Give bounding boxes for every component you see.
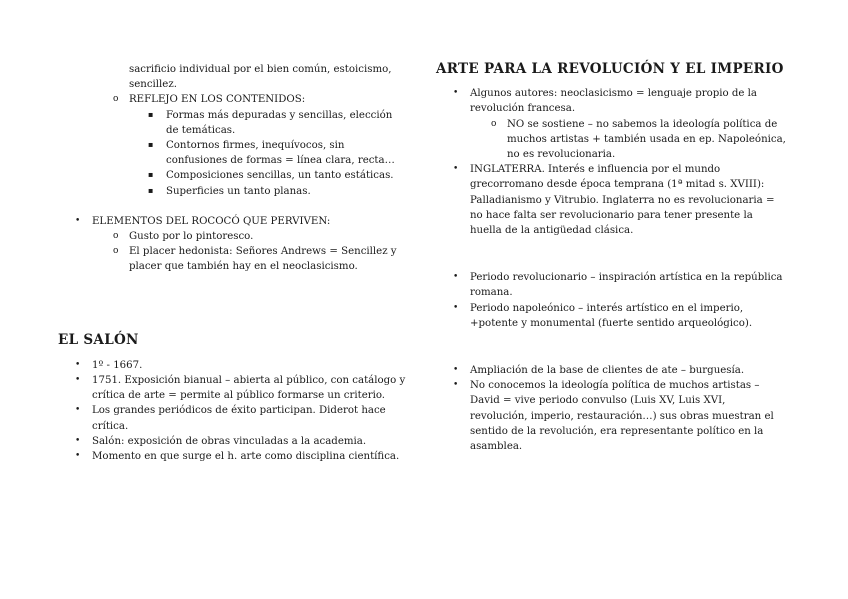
- list-item: [58, 403, 408, 433]
- revolucion-item: No conocemos la ideología política de muchos artistas – David = vive periodo convulso (Luis XV, Luis XVI, revolución, imperio, restauración…) sus obras muestran el sentido de la revolución, era representante político en la asamblea.: [470, 380, 774, 453]
- revolucion-item: Ampliación de la base de clientes de ate – burguesía.: [470, 365, 745, 377]
- bullet-icon: •: [75, 359, 81, 370]
- salon-list: [58, 358, 408, 464]
- bullet-icon: •: [75, 375, 81, 386]
- reflejo-list: [58, 92, 408, 198]
- salon-item: 1751. Exposición bianual – abierta al público, con catálogo y crítica de arte = permite al público formarse un criterio.: [92, 375, 406, 402]
- square-bullet-icon: ▪: [148, 140, 154, 150]
- list-item: [58, 244, 408, 274]
- list-item: [58, 138, 408, 168]
- salon-item: Salón: exposición de obras vinculadas a la academia.: [92, 435, 367, 447]
- bullet-icon: •: [453, 272, 459, 283]
- continuation-text: sacrificio individual por el bien común, estoicismo, sencillez.: [129, 64, 392, 91]
- square-bullet-icon: ▪: [148, 109, 154, 119]
- reflejo-item: Contornos firmes, inequívocos, sin confusiones de formas = línea clara, recta…: [166, 140, 395, 167]
- square-bullet-icon: ▪: [148, 185, 154, 195]
- bullet-icon: •: [453, 88, 459, 99]
- list-item: [58, 449, 408, 464]
- rococo-label: ELEMENTOS DEL ROCOCÓ QUE PERVIVEN:: [92, 215, 331, 227]
- list-item: [58, 229, 408, 244]
- bullet-icon: •: [75, 405, 81, 416]
- list-item: [58, 108, 408, 138]
- revolucion-list-3: [436, 363, 786, 454]
- list-item: [58, 358, 408, 373]
- list-item: [436, 363, 786, 378]
- rococo-item: El placer hedonista: Señores Andrews = Sencillez y placer que también hay en el neoclasicismo.: [129, 246, 397, 273]
- square-bullet-icon: ▪: [148, 170, 154, 180]
- right-column: [436, 62, 786, 454]
- bullet-icon: •: [75, 451, 81, 462]
- list-item: [436, 378, 786, 454]
- reflejo-item: Formas más depuradas y sencillas, elección de temáticas.: [166, 109, 393, 136]
- reflejo-item: Composiciones sencillas, un tanto estáticas.: [166, 170, 394, 182]
- salon-item: Los grandes periódicos de éxito participan. Diderot hace crítica.: [92, 405, 386, 432]
- list-item: [58, 184, 408, 199]
- list-item: [436, 301, 786, 331]
- circle-bullet-icon: o: [113, 231, 119, 242]
- rococo-item: Gusto por lo pintoresco.: [129, 231, 254, 243]
- revolucion-item: Periodo napoleónico – interés artístico en el imperio, +potente y monumental (fuerte sentido arqueológico).: [470, 302, 753, 329]
- revolucion-subitem: NO se sostiene – no sabemos la ideología política de muchos artistas + también usada en ep. Napoleónica, no es revolucionaria.: [507, 118, 786, 161]
- revolucion-list-2: [436, 270, 786, 331]
- circle-bullet-icon: o: [113, 94, 119, 105]
- list-item: [436, 270, 786, 300]
- list-item: [58, 214, 408, 229]
- left-column: [58, 62, 408, 464]
- list-item: [58, 92, 408, 107]
- list-item: [58, 434, 408, 449]
- bullet-icon: •: [453, 164, 459, 175]
- list-item: [436, 86, 786, 116]
- list-item: [436, 117, 786, 163]
- revolucion-list-1: [436, 86, 786, 238]
- bullet-icon: •: [453, 380, 459, 391]
- revolucion-heading: ARTE PARA LA REVOLUCIÓN Y EL IMPERIO: [436, 61, 784, 77]
- rococo-list: [58, 214, 408, 275]
- salon-item: 1º - 1667.: [92, 359, 143, 371]
- bullet-icon: •: [75, 435, 81, 446]
- salon-item: Momento en que surge el h. arte como disciplina científica.: [92, 451, 400, 463]
- salon-heading: EL SALÓN: [58, 331, 139, 348]
- bullet-icon: •: [75, 215, 81, 226]
- circle-bullet-icon: o: [113, 246, 119, 257]
- revolucion-item: Periodo revolucionario – inspiración artística en la república romana.: [470, 272, 783, 299]
- revolucion-item: INGLATERRA. Interés e influencia por el mundo grecorromano desde época temprana (1ª mitad s. XVIII): Palladianismo y Vitrubio. Inglaterra no es revolucionaria = no hace falta ser revolucionario para tener presente la huella de la antigüedad clásica.: [470, 164, 775, 237]
- list-item: [58, 168, 408, 183]
- reflejo-item: Superficies un tanto planas.: [166, 185, 311, 197]
- list-item: [58, 373, 408, 403]
- revolucion-item: Algunos autores: neoclasicismo = lenguaje propio de la revolución francesa.: [470, 88, 757, 115]
- bullet-icon: •: [453, 365, 459, 376]
- list-item: [436, 162, 786, 238]
- circle-bullet-icon: o: [491, 118, 497, 129]
- reflejo-label: REFLEJO EN LOS CONTENIDOS:: [129, 94, 306, 106]
- bullet-icon: •: [453, 302, 459, 313]
